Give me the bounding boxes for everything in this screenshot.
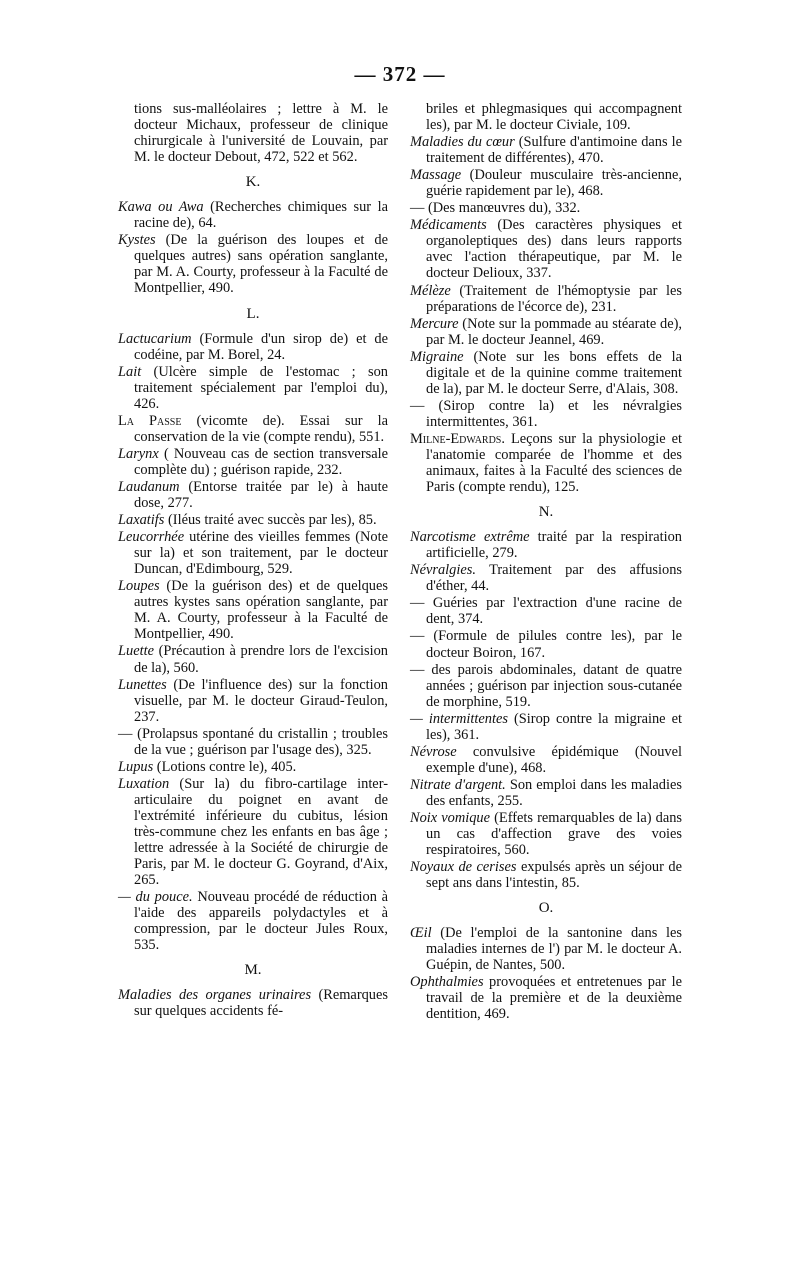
entry-text: Traitement par des affusions d'éther, 44. bbox=[426, 562, 682, 595]
entry-text: (Note sur la pommade au stéarate de), par M. le docteur Jeannel, 469. bbox=[426, 315, 682, 348]
index-entry bbox=[118, 726, 388, 758]
entry-term: Larynx bbox=[118, 445, 159, 462]
entry-term: Maladies des organes urinaires bbox=[118, 987, 312, 1004]
entry-term: Névralgies. bbox=[410, 562, 476, 579]
entry-text: (De l'influence des) sur la fonction visuelle, par M. le docteur Giraud-Teulon, 237. bbox=[134, 676, 388, 725]
entry-text: expulsés après un séjour de sept ans dans l'intestin, 85. bbox=[426, 859, 682, 892]
entry-term: Kystes bbox=[118, 232, 156, 249]
index-entry bbox=[118, 331, 388, 363]
index-entry bbox=[410, 711, 682, 743]
entry-term: Noyaux de cerises bbox=[410, 859, 517, 876]
index-column-left bbox=[118, 101, 388, 1020]
section-letter: O. bbox=[538, 900, 554, 917]
index-entry bbox=[410, 134, 682, 166]
entry-term: Milne-Edwards. bbox=[410, 430, 505, 447]
section-letter: N. bbox=[538, 504, 554, 521]
index-entry bbox=[410, 200, 682, 216]
index-entry bbox=[118, 232, 388, 296]
entry-term: La Passe bbox=[118, 412, 182, 429]
index-entry bbox=[118, 776, 388, 888]
index-entry bbox=[118, 643, 388, 675]
entry-term: Nitrate d'argent. bbox=[410, 776, 506, 793]
entry-text: (vicomte de). Essai sur la conservation de la vie (compte rendu), 551. bbox=[134, 412, 388, 445]
index-entry bbox=[410, 974, 682, 1022]
section-letter: L. bbox=[246, 305, 260, 322]
entry-text: ( Nouveau cas de section transversale complète du) ; guérison rapide, 232. bbox=[134, 445, 388, 478]
entry-text: (Note sur les bons effets de la digitale et de la quinine comme traitement de la), par M. le docteur Serre, d'Alais, 308. bbox=[426, 348, 682, 397]
index-entry bbox=[410, 595, 682, 627]
entry-term: Luette bbox=[118, 643, 154, 660]
entry-text: (Formule d'un sirop de) et de codéine, par M. Borel, 24. bbox=[134, 330, 388, 363]
index-entry bbox=[410, 217, 682, 281]
index-entry bbox=[118, 759, 388, 775]
index-entry bbox=[410, 925, 682, 973]
entry-term: Luxation bbox=[118, 775, 170, 792]
entry-term: Massage bbox=[410, 167, 462, 184]
entry-text: traité par la respiration artificielle, 279. bbox=[426, 529, 682, 562]
entry-text: (Entorse traitée par le) à haute dose, 277. bbox=[134, 478, 388, 512]
entry-text: (Traitement de l'hémoptysie par les préparations de l'écorce de), 231. bbox=[426, 282, 682, 315]
entry-term: Narcotisme extrême bbox=[410, 529, 530, 546]
index-column-right bbox=[410, 101, 682, 1024]
index-entry bbox=[118, 677, 388, 725]
index-entry bbox=[410, 167, 682, 199]
entry-term: Mélèze bbox=[410, 282, 451, 299]
page-number: — 372 — bbox=[354, 62, 446, 86]
entry-text: — (Formule de pilules contre les), par le docteur Boiron, 167. bbox=[410, 628, 682, 661]
entry-term: Noix vomique bbox=[410, 809, 491, 826]
entry-text: (Remarques sur quelques accidents fé- bbox=[134, 987, 388, 1020]
index-entry bbox=[410, 562, 682, 594]
entry-text: — (Sirop contre la) et les névralgies intermittentes, 361. bbox=[410, 397, 682, 430]
index-entry bbox=[118, 889, 388, 953]
entry-text: (De l'emploi de la santonine dans les maladies internes de l') par M. le docteur A. Guépin, de Nantes, 500. bbox=[426, 925, 682, 974]
index-entry bbox=[410, 777, 682, 809]
index-entry bbox=[410, 101, 682, 133]
index-entry bbox=[118, 364, 388, 412]
entry-text: (Des caractères physiques et organoleptiques des) dans leurs rapports avec l'action thérapeutique, par M. le docteur Delioux, 337. bbox=[426, 217, 682, 282]
index-entry bbox=[410, 349, 682, 397]
entry-term: Médicaments bbox=[410, 217, 487, 234]
entry-term: Œil bbox=[410, 925, 432, 942]
entry-text: (Douleur musculaire très-ancienne, guérie rapidement par le), 468. bbox=[426, 167, 682, 200]
entry-text: Leçons sur la physiologie et l'anatomie comparée de l'homme et des animaux, faites à la Faculté des sciences de Paris (compte rendu), 125. bbox=[426, 430, 682, 496]
entry-text: Son emploi dans les maladies des enfants, 255. bbox=[426, 776, 682, 809]
entry-text: tions sus-malléolaires ; lettre à M. le docteur Michaux, professeur de clinique chirurgicale à l'université de Louvain, par M. le docteur Debout, 472, 522 et 562. bbox=[134, 101, 388, 166]
index-entry bbox=[410, 859, 682, 891]
index-entry bbox=[118, 578, 388, 642]
entry-text: (Iléus traité avec succès par les), 85. bbox=[164, 512, 377, 529]
entry-text: (Effets remarquables de la) dans un cas d'affection grave des voies respiratoires, 560. bbox=[426, 809, 683, 859]
index-entry bbox=[118, 446, 388, 478]
entry-term: Laudanum bbox=[118, 478, 180, 495]
section-letter: K. bbox=[245, 174, 261, 191]
index-entry bbox=[118, 413, 388, 445]
entry-term: Laxatifs bbox=[118, 512, 165, 529]
entry-term: Migraine bbox=[410, 348, 464, 365]
entry-text: (Sulfure d'antimoine dans le traitement de différentes), 470. bbox=[426, 134, 682, 167]
index-entry bbox=[118, 529, 388, 577]
entry-text: (Précaution à prendre lors de l'excision de la), 560. bbox=[134, 643, 388, 676]
index-entry bbox=[118, 479, 388, 511]
entry-text: — des parois abdominales, datant de quatre années ; guérison par injection sous-cutanée de morphine, 519. bbox=[410, 661, 682, 710]
index-entry bbox=[118, 101, 388, 165]
entry-term: Lunettes bbox=[118, 676, 167, 693]
entry-text: (Ulcère simple de l'estomac ; son traitement spécialement par l'emploi du), 426. bbox=[134, 363, 388, 412]
entry-text: (Recherches chimiques sur la racine de), 64. bbox=[134, 199, 388, 232]
section-letter: M. bbox=[244, 962, 262, 979]
index-entry bbox=[410, 398, 682, 430]
entry-text: utérine des vieilles femmes (Note sur la) et son traitement, par le docteur Duncan, d'Edimbourg, 529. bbox=[134, 529, 388, 578]
entry-text: convulsive épidémique (Nouvel exemple d'une), 468. bbox=[426, 743, 682, 776]
index-entry bbox=[118, 199, 388, 231]
entry-text: provoquées et entretenues par le travail de la première et de la deuxième dentition, 469. bbox=[426, 974, 682, 1023]
entry-text: Nouveau procédé de réduction à l'aide des appareils polydactyles et à compression, par le docteur Jules Roux, 535. bbox=[134, 889, 388, 954]
index-entry bbox=[410, 529, 682, 561]
entry-text: — Guéries par l'extraction d'une racine de dent, 374. bbox=[410, 595, 682, 628]
entry-text: — (Des manœuvres du), 332. bbox=[410, 200, 581, 217]
entry-term: Mercure bbox=[410, 315, 459, 332]
index-entry bbox=[118, 512, 388, 528]
index-entry bbox=[410, 628, 682, 660]
entry-term: — intermittentes bbox=[410, 710, 508, 727]
entry-term: Névrose bbox=[410, 743, 457, 760]
entry-term: Kawa ou Awa bbox=[118, 199, 204, 216]
entry-text: briles et phlegmasiques qui accompagnent les), par M. le docteur Civiale, 109. bbox=[426, 101, 682, 134]
entry-term: Ophthalmies bbox=[410, 974, 484, 991]
entry-term: — du pouce. bbox=[118, 889, 193, 906]
entry-text: (Sirop contre la migraine et les), 361. bbox=[426, 710, 682, 743]
entry-text: (Sur la) du fibro-cartilage inter-articulaire du poignet en avant de l'extrémité inférieure du cubitus, lésion très-commune chez les enfants en bas âge ; lettre adressée à la Société de chirurgie de Paris, par M. le docteur G. Goyrand, d'Aix, 265. bbox=[134, 775, 388, 889]
index-entry bbox=[118, 987, 388, 1019]
index-entry bbox=[410, 431, 682, 495]
entry-text: (De la guérison des loupes et de quelques autres) sans opération sanglante, par M. A. Courty, professeur à la Faculté de Montpellier, 490. bbox=[134, 232, 388, 297]
entry-term: Loupes bbox=[118, 578, 160, 595]
index-entry bbox=[410, 744, 682, 776]
entry-term: Lupus bbox=[118, 758, 154, 775]
entry-term: Leucorrhée bbox=[118, 529, 185, 546]
index-entry bbox=[410, 810, 682, 858]
entry-term: Lait bbox=[118, 363, 142, 380]
entry-text: (Lotions contre le), 405. bbox=[153, 758, 297, 775]
entry-term: Maladies du cœur bbox=[410, 134, 515, 151]
entry-term: Lactucarium bbox=[118, 330, 192, 347]
index-entry bbox=[410, 283, 682, 315]
entry-text: (De la guérison des) et de quelques autres kystes sans opération sanglante, par M. A. Courty, professeur à la Faculté de Montpellier, 490. bbox=[134, 578, 388, 643]
index-entry bbox=[410, 316, 682, 348]
entry-text: — (Prolapsus spontané du cristallin ; troubles de la vue ; guérison par l'usage des), 325. bbox=[118, 725, 388, 758]
index-entry bbox=[410, 662, 682, 710]
